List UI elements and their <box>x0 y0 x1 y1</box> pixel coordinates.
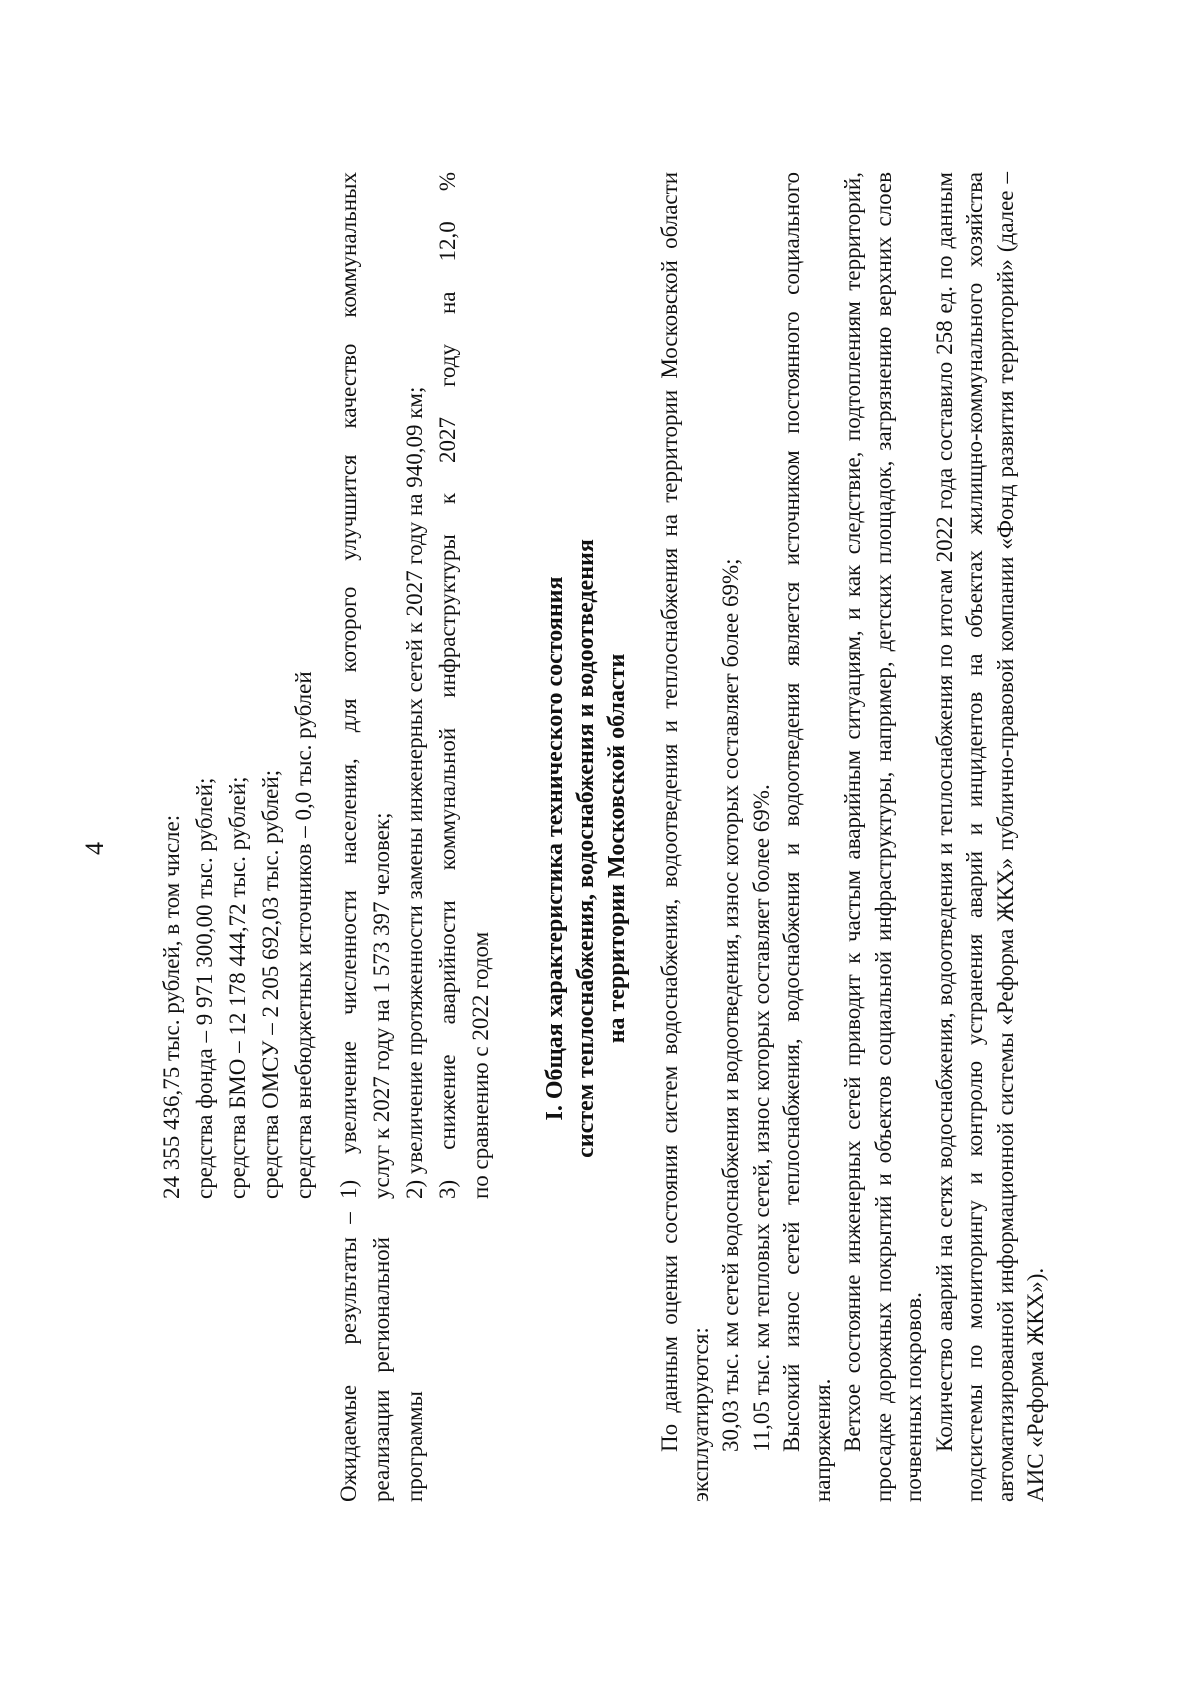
result-item-1: 1) увеличение численности населения, для которого улучшится качество коммунальных <box>336 172 361 1199</box>
results-dash: – <box>336 1212 361 1224</box>
funding-fund: средства фонда – 9 971 300,00 тыс. рублей; <box>192 777 217 1199</box>
funding-extrabudget: средства внебюджетных источников – 0,0 тыс. рублей <box>291 671 316 1199</box>
result-item-3: 3) снижение аварийности коммунальной инфраструктуры к 2027 году на 12,0 % <box>435 172 460 1199</box>
funding-values <box>155 172 320 1199</box>
paragraph-2: 30,03 тыс. км сетей водоснабжения и водоотведения, износ которых составляет более 69%; <box>718 558 743 1452</box>
section-heading: I. Общая характеристика технического состояния систем теплоснабжения, водоснабжения и водоотведения на территории Московской области <box>542 539 630 1158</box>
funding-omsu: средства ОМСУ – 2 205 692,03 тыс. рублей; <box>258 769 283 1199</box>
body-text <box>655 172 1052 1502</box>
paragraph-1: По данным оценки состояния систем водоснабжения, водоотведения и теплоснабжения на территории Московской области эксплуатируются: <box>657 172 713 1502</box>
results-row <box>332 172 497 1502</box>
results-label: Ожидаемые результаты реализации региональной программы <box>336 1237 427 1502</box>
funding-total: 24 355 436,75 тыс. рублей, в том числе: <box>159 814 184 1199</box>
page-number: 4 <box>80 842 109 855</box>
paragraph-6: Количество аварий на сетях водоснабжения, водоотведения и теплоснабжения по итогам 2022 года составило 258 ед. по данным подсистемы по мониторингу и контролю устранения аварий и инцидентов на объектах жилищно-коммунального хозяйства автоматизированной информационной системы «Реформа ЖКХ» публично-правовой компании «Фонд развития территорий» (далее – АИС «Реформа ЖКХ»). <box>931 172 1048 1502</box>
passport-table <box>155 172 497 1502</box>
result-item-1-cont: услуг к 2027 году на 1 573 397 человек; <box>369 812 394 1199</box>
result-item-3-cont: по сравнению с 2022 годом <box>468 931 493 1199</box>
result-item-2: 2) увеличение протяженности замены инженерных сетей к 2027 году на 940,09 км; <box>402 386 427 1199</box>
results-values <box>332 172 497 1199</box>
paragraph-3: 11,05 тыс. км тепловых сетей, износ которых составляет более 69%. <box>748 784 774 1452</box>
funding-bmo: средства БМО – 12 178 444,72 тыс. рублей; <box>225 776 250 1199</box>
funding-row <box>155 172 320 1502</box>
paragraph-5: Ветхое состояние инженерных сетей приводит к частым аварийным ситуациям, и как следствие, подтоплениям территорий, просадке дорожных покрытий и объектов социальной инфраструктуры, например, детских площадок, загрязнению верхних слоев почвенных покровов. <box>840 172 926 1502</box>
paragraph-4: Высокий износ сетей теплоснабжения, водоснабжения и водоотведения является источником постоянного социального напряжения. <box>779 172 835 1502</box>
